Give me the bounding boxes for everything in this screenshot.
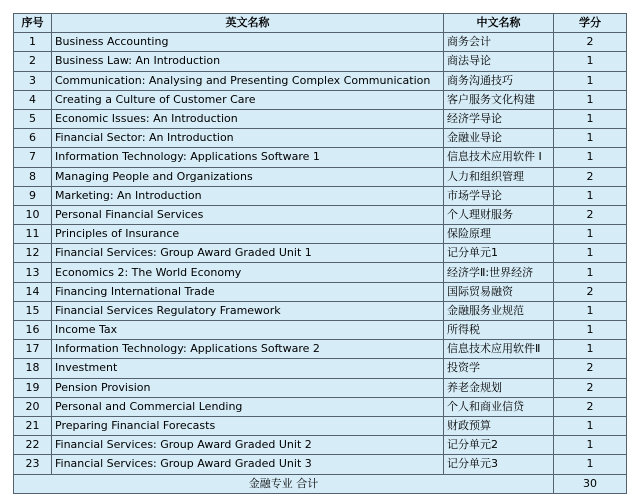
row-english-name: Economics 2: The World Economy — [52, 263, 444, 282]
table-row — [14, 71, 627, 90]
row-number: 18 — [14, 359, 52, 378]
table-row — [14, 455, 627, 474]
row-credits: 1 — [554, 340, 627, 359]
row-credits: 1 — [554, 244, 627, 263]
header-credits: 学分 — [554, 14, 627, 33]
row-chinese-name: 养老金规划 — [444, 378, 554, 397]
table-row — [14, 186, 627, 205]
row-chinese-name: 记分单元2 — [444, 436, 554, 455]
row-english-name: Income Tax — [52, 321, 444, 340]
row-credits: 1 — [554, 52, 627, 71]
row-english-name: Business Accounting — [52, 33, 444, 52]
row-number: 11 — [14, 225, 52, 244]
row-english-name: Creating a Culture of Customer Care — [52, 90, 444, 109]
table-row — [14, 52, 627, 71]
row-credits: 2 — [554, 205, 627, 224]
row-credits: 1 — [554, 71, 627, 90]
row-english-name: Financial Services Regulatory Framework — [52, 301, 444, 320]
row-english-name: Economic Issues: An Introduction — [52, 109, 444, 128]
table-row — [14, 282, 627, 301]
row-chinese-name: 经济学Ⅱ:世界经济 — [444, 263, 554, 282]
header-chinese-name: 中文名称 — [444, 14, 554, 33]
row-number: 8 — [14, 167, 52, 186]
row-chinese-name: 所得税 — [444, 321, 554, 340]
row-credits: 1 — [554, 416, 627, 435]
row-number: 1 — [14, 33, 52, 52]
row-chinese-name: 记分单元1 — [444, 244, 554, 263]
header-english-name: 英文名称 — [52, 14, 444, 33]
row-english-name: Principles of Insurance — [52, 225, 444, 244]
row-credits: 1 — [554, 455, 627, 474]
row-number: 10 — [14, 205, 52, 224]
table-row — [14, 205, 627, 224]
row-chinese-name: 信息技术应用软件 I — [444, 148, 554, 167]
row-english-name: Marketing: An Introduction — [52, 186, 444, 205]
row-chinese-name: 国际贸易融资 — [444, 282, 554, 301]
row-number: 20 — [14, 397, 52, 416]
row-english-name: Information Technology: Applications Software 2 — [52, 340, 444, 359]
row-chinese-name: 投资学 — [444, 359, 554, 378]
row-chinese-name: 保险原理 — [444, 225, 554, 244]
table-row — [14, 416, 627, 435]
row-english-name: Personal and Commercial Lending — [52, 397, 444, 416]
row-number: 19 — [14, 378, 52, 397]
row-english-name: Pension Provision — [52, 378, 444, 397]
row-credits: 2 — [554, 397, 627, 416]
row-chinese-name: 个人理财服务 — [444, 205, 554, 224]
row-chinese-name: 商务沟通技巧 — [444, 71, 554, 90]
header-number: 序号 — [14, 14, 52, 33]
row-english-name: Financial Services: Group Award Graded Unit 1 — [52, 244, 444, 263]
table-row — [14, 263, 627, 282]
table-row — [14, 225, 627, 244]
row-number: 16 — [14, 321, 52, 340]
table-row — [14, 109, 627, 128]
table-row — [14, 359, 627, 378]
table-row — [14, 321, 627, 340]
table-row — [14, 167, 627, 186]
row-credits: 1 — [554, 129, 627, 148]
row-number: 22 — [14, 436, 52, 455]
row-chinese-name: 客户服务文化构建 — [444, 90, 554, 109]
table-row — [14, 129, 627, 148]
table-row — [14, 378, 627, 397]
row-chinese-name: 商务会计 — [444, 33, 554, 52]
total-credits: 30 — [554, 474, 627, 493]
row-credits: 2 — [554, 167, 627, 186]
row-english-name: Financial Services: Group Award Graded Unit 2 — [52, 436, 444, 455]
row-number: 12 — [14, 244, 52, 263]
row-credits: 1 — [554, 301, 627, 320]
table-row — [14, 90, 627, 109]
row-number: 3 — [14, 71, 52, 90]
header-row — [14, 14, 627, 33]
row-chinese-name: 商法导论 — [444, 52, 554, 71]
table-row — [14, 33, 627, 52]
row-chinese-name: 金融业导论 — [444, 129, 554, 148]
row-number: 6 — [14, 129, 52, 148]
row-english-name: Financial Services: Group Award Graded Unit 3 — [52, 455, 444, 474]
row-english-name: Managing People and Organizations — [52, 167, 444, 186]
row-credits: 1 — [554, 109, 627, 128]
table-row — [14, 397, 627, 416]
row-number: 4 — [14, 90, 52, 109]
row-number: 2 — [14, 52, 52, 71]
table-body — [14, 33, 627, 474]
row-credits: 2 — [554, 359, 627, 378]
total-label: 金融专业 合计 — [14, 474, 554, 493]
row-credits: 1 — [554, 225, 627, 244]
row-number: 13 — [14, 263, 52, 282]
row-credits: 1 — [554, 186, 627, 205]
row-english-name: Communication: Analysing and Presenting Complex Communication — [52, 71, 444, 90]
row-chinese-name: 财政预算 — [444, 416, 554, 435]
table-row — [14, 301, 627, 320]
row-number: 21 — [14, 416, 52, 435]
row-chinese-name: 金融服务业规范 — [444, 301, 554, 320]
row-credits: 2 — [554, 282, 627, 301]
row-credits: 1 — [554, 263, 627, 282]
table-row — [14, 436, 627, 455]
row-number: 17 — [14, 340, 52, 359]
row-credits: 1 — [554, 90, 627, 109]
row-number: 15 — [14, 301, 52, 320]
row-credits: 1 — [554, 148, 627, 167]
row-chinese-name: 经济学导论 — [444, 109, 554, 128]
table-row — [14, 148, 627, 167]
row-chinese-name: 记分单元3 — [444, 455, 554, 474]
row-credits: 1 — [554, 436, 627, 455]
row-number: 7 — [14, 148, 52, 167]
row-chinese-name: 人力和组织管理 — [444, 167, 554, 186]
row-chinese-name: 个人和商业信贷 — [444, 397, 554, 416]
row-number: 23 — [14, 455, 52, 474]
total-row — [14, 474, 627, 493]
row-english-name: Information Technology: Applications Software 1 — [52, 148, 444, 167]
course-table — [13, 13, 627, 494]
row-number: 14 — [14, 282, 52, 301]
row-credits: 2 — [554, 378, 627, 397]
row-credits: 1 — [554, 321, 627, 340]
row-english-name: Financing International Trade — [52, 282, 444, 301]
course-table-container — [13, 13, 627, 494]
row-chinese-name: 信息技术应用软件Ⅱ — [444, 340, 554, 359]
row-english-name: Preparing Financial Forecasts — [52, 416, 444, 435]
row-number: 5 — [14, 109, 52, 128]
row-english-name: Personal Financial Services — [52, 205, 444, 224]
row-english-name: Business Law: An Introduction — [52, 52, 444, 71]
table-row — [14, 244, 627, 263]
table-row — [14, 340, 627, 359]
row-english-name: Investment — [52, 359, 444, 378]
row-credits: 2 — [554, 33, 627, 52]
row-english-name: Financial Sector: An Introduction — [52, 129, 444, 148]
row-number: 9 — [14, 186, 52, 205]
row-chinese-name: 市场学导论 — [444, 186, 554, 205]
